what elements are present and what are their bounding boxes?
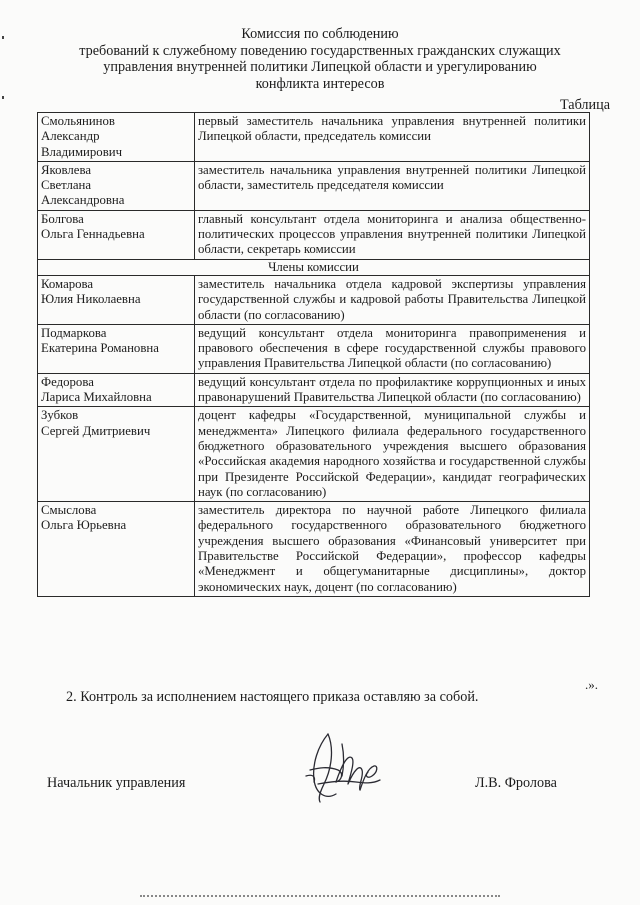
member-position-cell: ведущий консультант отдела мониторинга правоприменения и правового обеспечения в сфере государственной службы правового управления Правительства Липецкой области (по согласованию) bbox=[195, 324, 590, 373]
header-line-3: управления внутренней политики Липецкой области и урегулированию bbox=[103, 59, 537, 76]
member-name-line: Светлана bbox=[41, 178, 92, 193]
table-row bbox=[38, 275, 590, 324]
member-name-cell bbox=[38, 113, 195, 162]
member-name-line: Комарова bbox=[41, 276, 94, 291]
scan-mark bbox=[2, 96, 4, 99]
member-name-line: Ольга Геннадьевна bbox=[41, 227, 145, 242]
signatory-title: Начальник управления bbox=[47, 775, 186, 791]
handwritten-signature bbox=[298, 724, 384, 806]
member-name-cell bbox=[38, 407, 195, 502]
member-name-cell bbox=[38, 324, 195, 373]
member-name-line: Владимирович bbox=[41, 144, 123, 159]
member-position-cell: доцент кафедры «Государственной, муниципальной службы и менеджмента» Липецкого филиала федерального государственного бюджетного образовательного учреждения высшего образования «Российская академия народного хозяйства и государственной службы при Президенте Российской Федерации», кандидат географических наук (по согласованию) bbox=[195, 407, 590, 502]
table-row bbox=[38, 210, 590, 259]
member-name-cell bbox=[38, 502, 195, 597]
member-name-line: Подмаркова bbox=[41, 325, 107, 340]
table-row bbox=[38, 324, 590, 373]
member-position-cell: заместитель директора по научной работе Липецкого филиала федерального государственного образовательного бюджетного учреждения высшего образования «Финансовый университет при Правительстве Российской Федерации», профессор кафедры «Менеджмент и общегуманитарные дисциплины», доктор экономических наук, доцент (по согласованию) bbox=[195, 502, 590, 597]
members-heading-row bbox=[38, 259, 590, 275]
member-name-cell bbox=[38, 275, 195, 324]
member-name-line: Александр bbox=[41, 129, 100, 144]
commission-table bbox=[37, 112, 590, 597]
header-line-1: Комиссия по соблюдению bbox=[241, 26, 399, 42]
member-name-line: Лариса Михайловна bbox=[41, 390, 152, 405]
signatory-name: Л.В. Фролова bbox=[475, 775, 557, 791]
member-name-line: Юлия Николаевна bbox=[41, 292, 141, 307]
member-position-cell: главный консультант отдела мониторинга и анализа общественно-политических процессов управления внутренней политики Липецкой области, секретарь комиссии bbox=[195, 210, 590, 259]
table-row bbox=[38, 407, 590, 502]
member-position-cell: первый заместитель начальника управления внутренней политики Липецкой области, председатель комиссии bbox=[195, 113, 590, 162]
member-name-line: Яковлева bbox=[41, 162, 91, 177]
member-name-line: Смольянинов bbox=[41, 114, 115, 128]
table-row bbox=[38, 113, 590, 162]
member-name-line: Сергей Дмитриевич bbox=[41, 423, 151, 438]
member-name-line: Зубков bbox=[41, 408, 79, 423]
scan-bottom-edge bbox=[140, 895, 500, 901]
control-clause: 2. Контроль за исполнением настоящего приказа оставляю за собой. bbox=[66, 689, 479, 705]
scan-mark bbox=[2, 36, 4, 39]
member-name-line: Федорова bbox=[41, 374, 94, 389]
table-row bbox=[38, 373, 590, 407]
member-position-cell: заместитель начальника управления внутренней политики Липецкой области, заместитель председателя комиссии bbox=[195, 161, 590, 210]
member-name-line: Болгова bbox=[41, 211, 84, 226]
member-name-line: Екатерина Романовна bbox=[41, 341, 159, 356]
members-heading: Члены комиссии bbox=[38, 259, 590, 275]
member-name-cell bbox=[38, 161, 195, 210]
member-name-line: Смыслова bbox=[41, 503, 97, 518]
member-name-cell bbox=[38, 373, 195, 407]
member-name-line: Ольга Юрьевна bbox=[41, 518, 127, 533]
member-position-cell: ведущий консультант отдела по профилактике коррупционных и иных правонарушений Правительства Липецкой области (по согласованию) bbox=[195, 373, 590, 407]
member-name-line: Александровна bbox=[41, 193, 125, 208]
table-caption: Таблица bbox=[559, 97, 610, 113]
header-line-2: требований к служебному поведению государственных гражданских служащих bbox=[79, 42, 561, 59]
table-row bbox=[38, 161, 590, 210]
header-line-4: конфликта интересов bbox=[255, 75, 385, 92]
member-name-cell bbox=[38, 210, 195, 259]
member-position-cell: заместитель начальника отдела кадровой экспертизы управления государственной службы и кадровой работы Правительства Липецкой области (по согласованию) bbox=[195, 275, 590, 324]
closing-quote-mark: .». bbox=[585, 677, 598, 692]
table-row bbox=[38, 502, 590, 597]
document-header bbox=[30, 26, 610, 92]
